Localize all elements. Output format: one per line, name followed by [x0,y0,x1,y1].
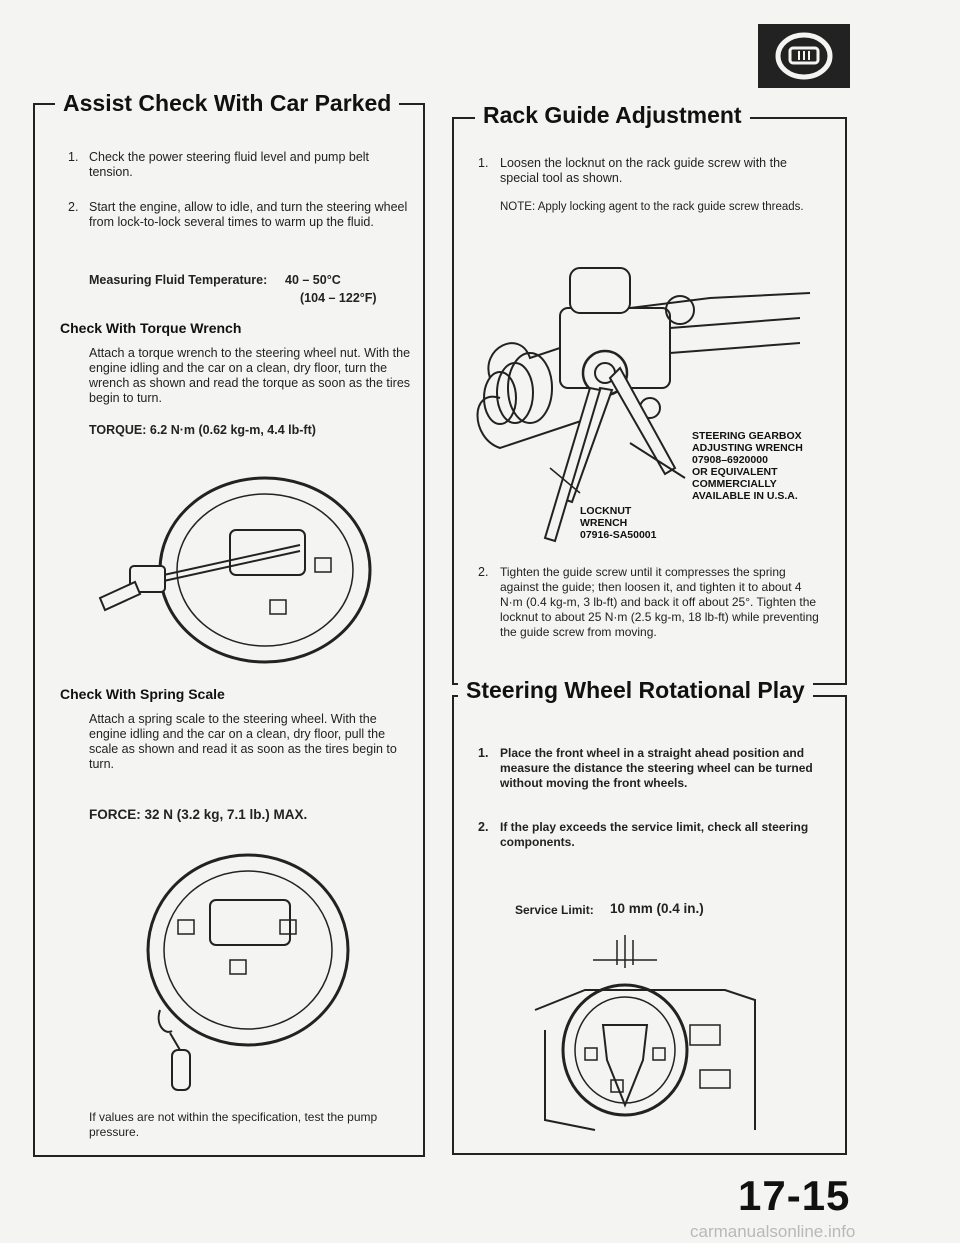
label-locknut-wrench: LOCKNUT WRENCH 07916-SA50001 [580,505,657,541]
note-text: NOTE: Apply locking agent to the rack guide screw threads. [500,201,804,213]
torque-spec: TORQUE: 6.2 N·m (0.62 kg-m, 4.4 lb-ft) [89,423,316,437]
limit-label: Service Limit: [515,903,594,917]
step-number: 2. [68,200,79,214]
section-badge [758,24,850,88]
watermark: carmanualsonline.info [690,1222,856,1241]
steering-wheel-icon [758,24,850,88]
temp-fahrenheit: (104 – 122°F) [300,291,377,305]
temp-label: Measuring Fluid Temperature: [89,273,268,287]
left-section-title: Assist Check With Car Parked [55,90,399,117]
limit-value: 10 mm (0.4 in.) [610,901,704,916]
step-number: 1. [478,746,489,760]
page-number: 17-15 [738,1172,851,1219]
footer-note: If values are not within the specification, test the pump pressure. [89,1110,378,1139]
rotational-play-title: Steering Wheel Rotational Play [458,677,813,704]
step-text: Place the front wheel in a straight ahead position and measure the distance the steering wheel can be turned without moving the front wheels. [500,746,813,790]
torque-heading: Check With Torque Wrench [60,320,242,336]
spring-text: Attach a spring scale to the steering wheel. With the engine idling and the car on a clean, dry floor, pull the scale as shown and read it as soon as the tires begin to turn. [89,712,397,771]
force-spec: FORCE: 32 N (3.2 kg, 7.1 lb.) MAX. [89,807,308,822]
step-text: Check the power steering fluid level and pump belt tension. [89,150,370,179]
torque-text: Attach a torque wrench to the steering wheel nut. With the engine idling and the car on a clean, dry floor, turn the wrench as shown and read the torque as soon as the tires begin to turn. [89,346,411,405]
step-number: 1. [68,150,79,164]
spring-scale-illustration [130,845,370,1095]
step-text: Loosen the locknut on the rack guide screw with the special tool as shown. [500,156,787,185]
label-adjusting-wrench: STEERING GEARBOX ADJUSTING WRENCH 07908–6920000 OR EQUIVALENT COMMERCIALLY AVAILABLE IN U.S.A. [692,430,803,502]
rotational-play-illustration [525,930,785,1140]
step-number: 2. [478,565,489,579]
torque-wrench-illustration [90,470,390,670]
spring-heading: Check With Spring Scale [60,686,225,702]
step-number: 1. [478,156,489,170]
step-number: 2. [478,820,489,834]
step-text: Tighten the guide screw until it compresses the spring against the guide; then loosen it, and tighten it to about 4 N·m (0.4 kg-m, 3 lb-ft) and back it off about 25°. Tighten the locknut to about 25 N·m (2.5 kg-m, 18 lb-ft) while preventing the guide screw from moving. [500,565,819,639]
step-text: If the play exceeds the service limit, check all steering components. [500,820,809,849]
step-text: Start the engine, allow to idle, and turn the steering wheel from lock-to-lock several times to warm up the fluid. [89,200,408,229]
rack-guide-title: Rack Guide Adjustment [475,102,750,129]
temp-celsius: 40 – 50°C [285,273,341,287]
